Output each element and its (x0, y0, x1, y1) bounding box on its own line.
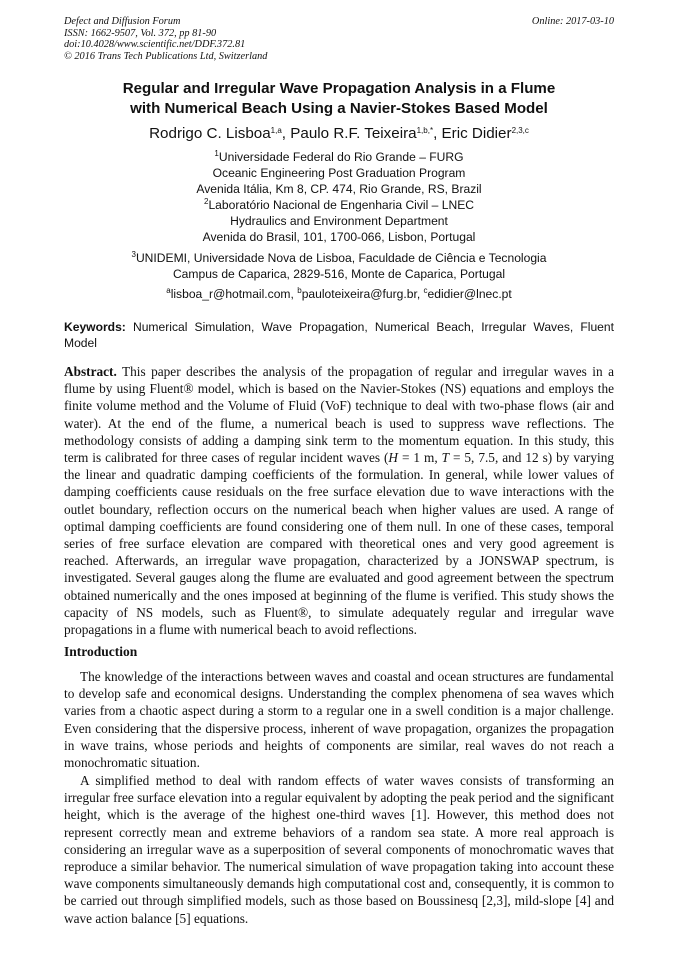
online-date: Online: 2017-03-10 (531, 16, 614, 27)
author-list (30, 124, 648, 143)
affiliation-2-line-3: Avenida do Brasil, 101, 1700-066, Lisbon, Portugal (202, 229, 476, 244)
journal-name: Defect and Diffusion Forum (64, 16, 181, 27)
affiliation-1 (40, 150, 638, 197)
affiliation-3 (40, 251, 638, 283)
section-heading-introduction: Introduction (64, 644, 138, 659)
email-c: edidier@lnec.pt (427, 287, 512, 301)
doi-line: doi:10.4028/www.scientific.net/DDF.372.81 (64, 39, 246, 51)
paper-title (40, 79, 638, 118)
affiliation-3-line-2: Campus de Caparica, 2829-516, Monte de Caparica, Portugal (172, 266, 506, 281)
abstract (64, 363, 614, 638)
title-line-2: with Numerical Beach Using a Navier-Stokes Based Model (130, 99, 548, 117)
author-3-sup: 2,3,c (511, 126, 529, 135)
affiliation-3-institution: UNIDEMI, Universidade Nova de Lisboa, Faculdade de Ciência e Tecnologia (135, 251, 547, 265)
abstract-var-h: H (388, 450, 399, 466)
abstract-label: Abstract. (64, 364, 117, 379)
email-b-sup: b (297, 286, 302, 295)
affiliation-2-line-2: Hydraulics and Environment Department (230, 213, 448, 228)
email-a: lisboa_r@hotmail.com, (170, 287, 298, 301)
affiliation-2-line-1 (40, 198, 638, 214)
abstract-var-t: T (441, 450, 450, 466)
author-1-sup: 1,a (270, 126, 282, 135)
keywords-label: Keywords: (64, 320, 126, 334)
affiliation-1-line-2: Oceanic Engineering Post Graduation Program (212, 165, 466, 180)
affiliation-2 (40, 198, 638, 245)
affiliation-3-sup: 3 (131, 250, 136, 259)
journal-header (64, 16, 267, 62)
email-c-sup: c (423, 286, 428, 295)
affiliation-1-institution: Universidade Federal do Rio Grande – FURG (218, 150, 464, 164)
email-a-sup: a (166, 286, 171, 295)
email-list (40, 287, 638, 303)
author-2: Paulo R.F. Teixeira (290, 125, 417, 142)
affiliation-2-sup: 2 (204, 197, 209, 206)
author-3: Eric Didier (441, 125, 512, 142)
intro-paragraph-2: A simplified method to deal with random effects of water waves consists of transforming an irregular free surface elevation into a regular equivalent by adopting the peak period and the significant height, which is the average of the highest one-third waves [1]. However, this method does not represent correctly mean and extreme behaviors of a random sea state. A more real approach is considering an irregular wave as a superposition of several components of monochromatic waves that reproduce a similar behavior. The numerical simulation of wave propagation taking into account these wave components simultaneously demands high computational cost and, consequently, it is common to be carried out through simplified models, such as those based on Boussinesq [2,3], mild-slope [4] and wave action balance [5] equations. (64, 773, 614, 926)
copyright-line: © 2016 Trans Tech Publications Ltd, Switzerland (64, 50, 268, 62)
keywords (64, 320, 614, 351)
issn-line: ISSN: 1662-9507, Vol. 372, pp 81-90 (64, 27, 217, 39)
abstract-text-1: This paper describes the analysis of the propagation of regular and irregular waves in a flume by using Fluent® model, which is based on the Navier-Stokes (NS) equations and employs the finite volume method and the Volume of Fluid (VoF) technique to deal with two-phase flows (air and water). At the end of the flume, a numerical beach is used to suppress wave reflections. The methodology consists of adding a damping sink term to the momentum equation. In this study, this term is calibrated for three cases of regular incident waves ( (64, 364, 614, 466)
email-b: pauloteixeira@furg.br, (301, 287, 424, 301)
author-1: Rodrigo C. Lisboa (149, 125, 271, 142)
affiliation-2-institution: Laboratório Nacional de Engenharia Civil – LNEC (208, 198, 474, 212)
keywords-text: Numerical Simulation, Wave Propagation, Numerical Beach, Irregular Waves, Fluent Model (64, 320, 614, 350)
affiliation-1-sup: 1 (214, 149, 219, 158)
affiliation-1-line-3: Avenida Itália, Km 8, CP. 474, Rio Grande, RS, Brazil (196, 181, 482, 196)
title-line-1: Regular and Irregular Wave Propagation Analysis in a Flume (122, 80, 556, 97)
author-separator: , (281, 125, 291, 142)
author-2-sup: 1,b,* (416, 126, 434, 135)
intro-paragraph-1: The knowledge of the interactions between waves and coastal and ocean structures are fundamental to develop safe and economical designs. Understanding the complex phenomena of sea waves which varies from a chaotic aspect during a storm to a regular one in a swell condition is a major challenge. Even considering that the dispersive process, inherent of wave propagation, organizes the propagation in wave trains, whose periods and heights of components are similar, real waves do not reach a monochromatic situation. (64, 669, 614, 771)
abstract-text-2: = 1 m, (398, 450, 442, 466)
abstract-text-3: = 5, 7.5, and 12 s) by varying the linear and quadratic damping coefficients of the formulation. In general, while lower values of damping coefficients cause residuals on the free surface elevation due to wave interactions with the outlet boundary, reflection occurs on the numerical beach when higher values are used. A range of optimal damping coefficients are found considering one of them null. In one of these cases, temporal series of free surface elevation are compared with theoretical ones and very good agreement is reached. Afterwards, an irregular wave propagation, characterized by a JONSWAP spectrum, is investigated. Several gauges along the flume are evaluated and good agreement between the spectrum obtained numerically and the ones imposed at beginning of the flume is verified. This study shows the capacity of NS models, such as Fluent®, to simulate adequately regular and irregular wave propagations in a flume with numerical beach to avoid reflections. (64, 450, 614, 638)
affiliation-1-line-1 (40, 150, 638, 166)
author-separator: , (433, 125, 442, 142)
affiliation-3-line-1 (40, 251, 638, 267)
